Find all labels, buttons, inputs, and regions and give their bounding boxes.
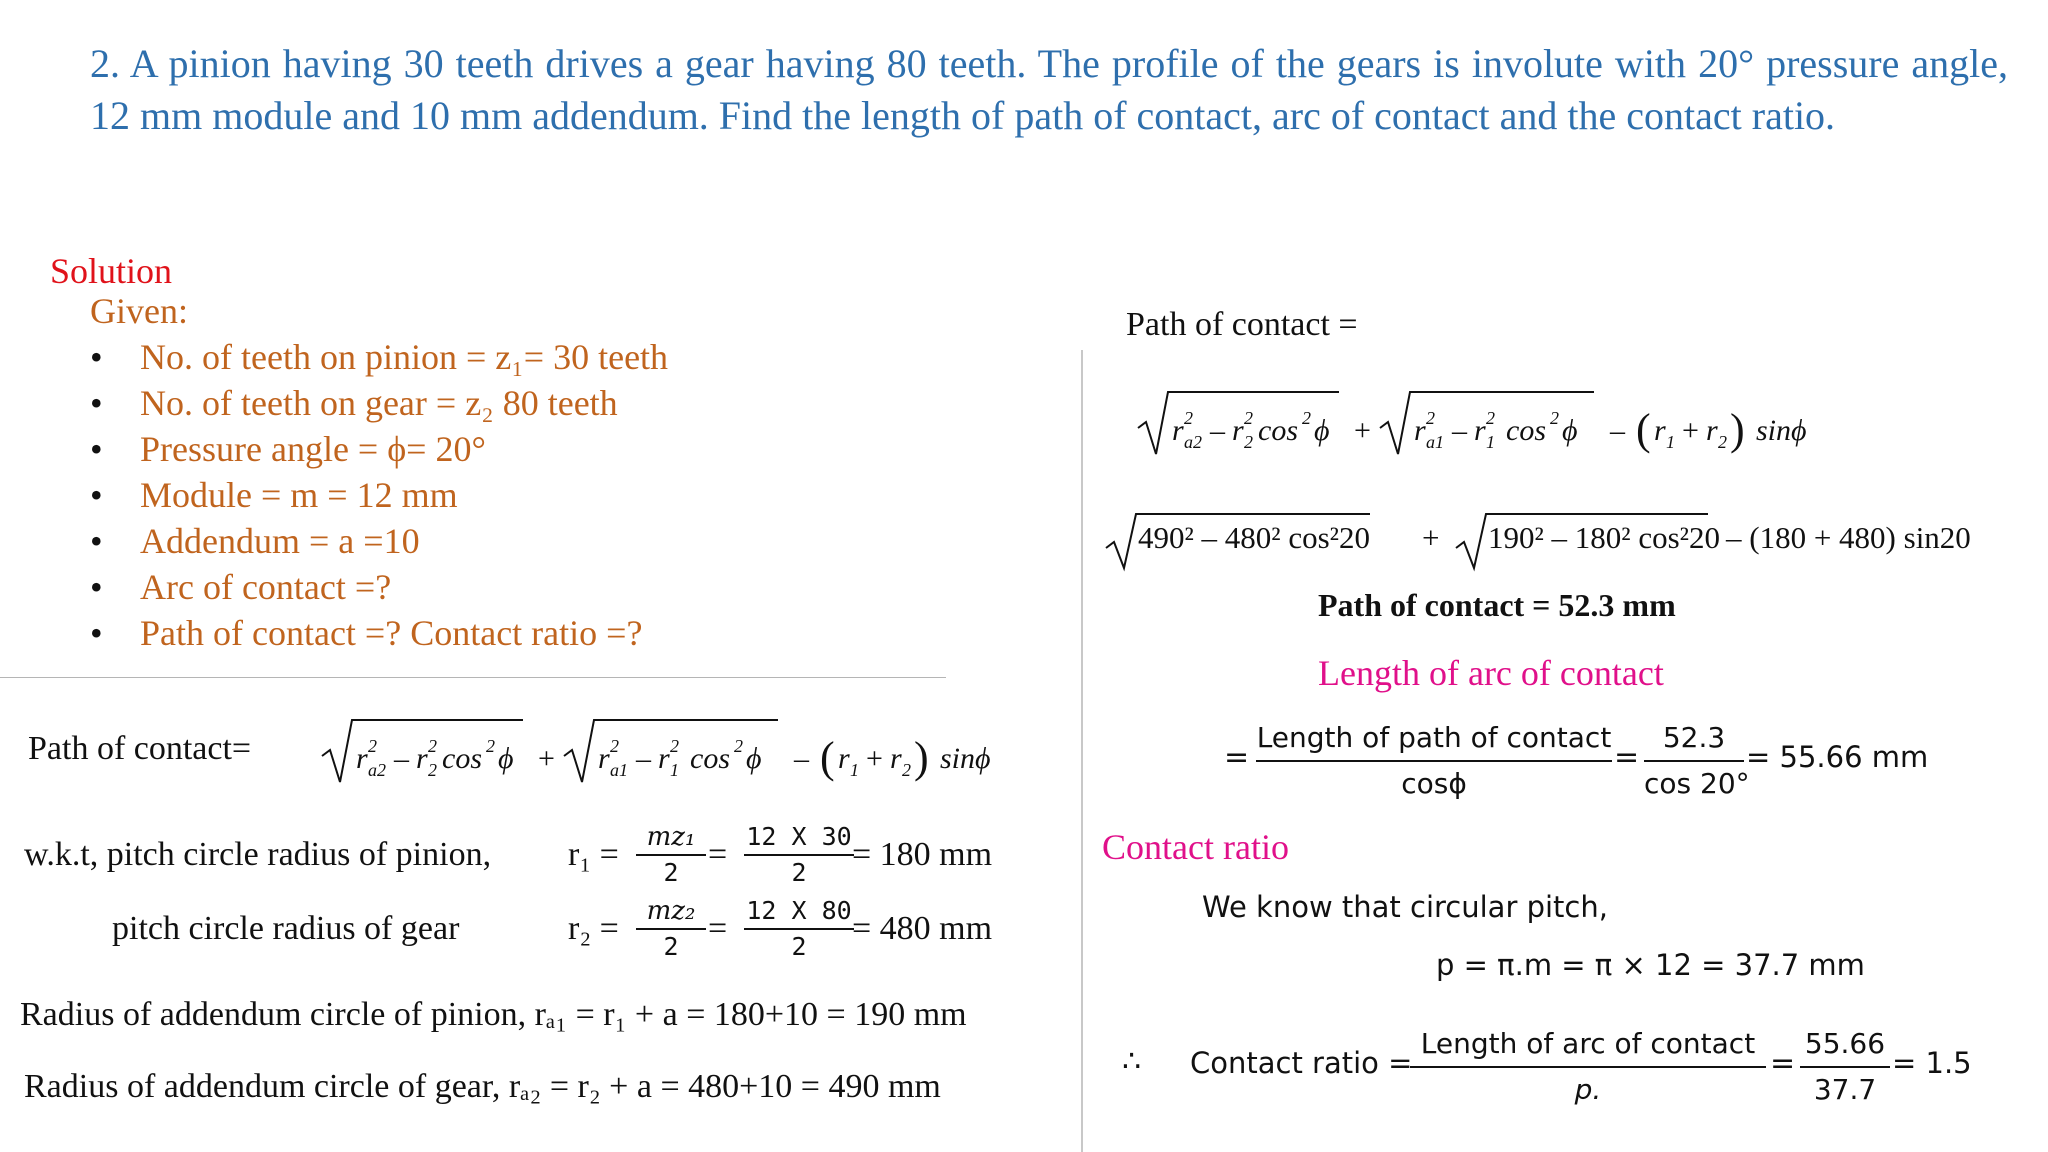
svg-text:cos: cos [1258, 414, 1298, 447]
gear-frac-numeric [744, 894, 854, 964]
equals-sign: = [708, 910, 728, 947]
svg-text:1: 1 [1666, 432, 1675, 452]
gear-radius-result: = 480 mm [852, 910, 993, 947]
svg-text:r: r [1706, 414, 1718, 447]
ratio-frac-1 [1410, 1022, 1766, 1112]
svg-text:(: ( [1636, 405, 1651, 454]
svg-text:2: 2 [428, 760, 437, 780]
svg-text:ϕ: ϕ [746, 742, 762, 775]
svg-text:2: 2 [1550, 408, 1559, 428]
svg-text:2: 2 [1184, 408, 1193, 428]
arc-frac-2 [1644, 716, 1750, 806]
svg-text:sinϕ: sinϕ [1756, 414, 1807, 447]
svg-text:2: 2 [902, 760, 911, 780]
svg-text:r: r [838, 742, 850, 775]
horizontal-divider [0, 677, 946, 678]
gear-frac-symbolic [636, 894, 706, 964]
svg-text:2: 2 [1244, 432, 1253, 452]
pinion-frac-num: mz₁ [636, 820, 706, 856]
plus-sign: + [1422, 520, 1440, 555]
arc-frac2-den: cos 20° [1644, 767, 1750, 800]
svg-text:+: + [538, 742, 555, 775]
svg-text:ϕ: ϕ [1562, 414, 1578, 447]
given-item: • Arc of contact =? [90, 567, 392, 607]
svg-text:ϕ: ϕ [1314, 414, 1330, 447]
svg-text:2: 2 [1302, 408, 1311, 428]
svg-text:r: r [416, 742, 428, 775]
svg-text:1: 1 [850, 760, 859, 780]
svg-text:a2: a2 [1184, 432, 1202, 452]
svg-text:): ) [1730, 405, 1745, 454]
numeric-term2: 190² – 180² cos²20 [1488, 520, 1720, 555]
given-list [90, 334, 668, 656]
svg-text:1: 1 [1486, 432, 1495, 452]
left-path-label: Path of contact= [28, 730, 252, 767]
svg-text:2: 2 [734, 736, 743, 756]
svg-text:): ) [914, 733, 929, 782]
svg-text:2: 2 [486, 736, 495, 756]
ratio-frac-2 [1800, 1022, 1890, 1112]
contact-ratio-heading: Contact ratio [1102, 827, 1289, 867]
circular-pitch-text: We know that circular pitch, [1202, 890, 1608, 924]
svg-text:sinϕ: sinϕ [940, 742, 991, 775]
svg-text:+: + [1354, 414, 1371, 447]
arc-heading: Length of arc of contact [1318, 653, 1664, 693]
arc-result: = 55.66 mm [1746, 740, 1929, 774]
pinion-radius-result: = 180 mm [852, 836, 993, 873]
right-path-formula-symbolic [1134, 384, 1874, 464]
equals-sign: = [1224, 740, 1250, 775]
gear-radius-var: r₂ = [568, 910, 619, 947]
svg-text:(: ( [820, 733, 835, 782]
svg-text:cos: cos [442, 742, 482, 775]
pinion-radius-var: r₁ = [568, 836, 619, 873]
solution-heading: Solution [50, 251, 173, 291]
pitch-formula: p = π.m = π × 12 = 37.7 mm [1436, 948, 1865, 982]
pinion-den: 2 [791, 858, 807, 887]
numeric-term3: – (180 + 480) sin20 [1726, 520, 1971, 555]
pinion-frac-symbolic [636, 820, 706, 890]
svg-text:2: 2 [610, 736, 619, 756]
gear-frac-num: mz₂ [636, 894, 706, 930]
arc-frac-den: cosϕ [1401, 767, 1467, 800]
svg-text:–: – [1610, 414, 1625, 447]
svg-text:ϕ: ϕ [498, 742, 514, 775]
ratio-result: = 1.5 [1892, 1046, 1972, 1080]
gear-den: 2 [791, 932, 807, 961]
given-item: • Addendum = a =10 [90, 521, 420, 561]
equals-sign: = [1614, 740, 1640, 775]
svg-text:–: – [636, 742, 651, 775]
svg-text:2: 2 [670, 736, 679, 756]
svg-text:2: 2 [1486, 408, 1495, 428]
svg-text:r: r [1414, 414, 1426, 447]
svg-text:r: r [1474, 414, 1486, 447]
gear-radius-label: pitch circle radius of gear [112, 910, 460, 947]
svg-text:–: – [1210, 414, 1225, 447]
ratio-frac-den: p. [1574, 1073, 1602, 1106]
svg-text:r: r [1172, 414, 1184, 447]
arc-frac2-num: 52.3 [1644, 716, 1744, 762]
pinion-num: 12 X 30 [744, 820, 854, 856]
right-path-label: Path of contact = [1126, 306, 1358, 343]
svg-text:1: 1 [670, 760, 679, 780]
svg-text:cos: cos [1506, 414, 1546, 447]
addendum-gear: Radius of addendum circle of gear, rₐ₂ = r₂ + a = 480+10 = 490 mm [24, 1068, 941, 1105]
arc-frac-1 [1256, 716, 1612, 806]
ratio-frac2-num: 55.66 [1800, 1022, 1890, 1068]
pinion-frac-den: 2 [663, 858, 679, 887]
pinion-radius-label: w.k.t, pitch circle radius of pinion, [24, 836, 492, 873]
given-item: • No. of teeth on pinion = z₁= 30 teeth [90, 337, 669, 377]
addendum-pinion: Radius of addendum circle of pinion, rₐ₁ = r₁ + a = 180+10 = 190 mm [20, 996, 967, 1033]
ratio-frac2-den: 37.7 [1813, 1073, 1877, 1106]
path-of-contact-result: Path of contact = 52.3 mm [1318, 587, 1676, 623]
equals-sign: = [1770, 1046, 1796, 1081]
arc-frac-num: Length of path of contact [1256, 716, 1612, 762]
svg-text:a1: a1 [1426, 432, 1444, 452]
given-item: • Pressure angle = ϕ= 20° [90, 429, 486, 469]
gear-frac-den: 2 [663, 932, 679, 961]
svg-text:a2: a2 [368, 760, 386, 780]
svg-text:2: 2 [1426, 408, 1435, 428]
given-item: • Module = m = 12 mm [90, 475, 458, 515]
therefore-symbol: ∴ [1122, 1044, 1142, 1079]
svg-text:r: r [1654, 414, 1666, 447]
question-text: 2. A pinion having 30 teeth drives a gear having 80 teeth. The profile of the gears is involute with 20° pressure angle, 12 mm module and 10 mm addendum. Find the length of path of contact, arc of contact and the contact ratio. [90, 41, 2008, 138]
equals-sign: = [708, 836, 728, 873]
path-of-contact-formula [318, 712, 1058, 792]
svg-text:2: 2 [368, 736, 377, 756]
svg-text:2: 2 [1718, 432, 1727, 452]
svg-text:+: + [866, 742, 883, 775]
svg-text:cos: cos [690, 742, 730, 775]
pinion-frac-numeric [744, 820, 854, 890]
svg-text:a1: a1 [610, 760, 628, 780]
given-label: Given: [90, 291, 188, 331]
numeric-term1: 490² – 480² cos²20 [1138, 520, 1370, 555]
svg-text:–: – [1452, 414, 1467, 447]
svg-text:–: – [394, 742, 409, 775]
svg-text:r: r [890, 742, 902, 775]
svg-text:+: + [1682, 414, 1699, 447]
given-item: • Path of contact =? Contact ratio =? [90, 613, 643, 653]
svg-text:r: r [1232, 414, 1244, 447]
svg-text:–: – [794, 742, 809, 775]
svg-text:r: r [598, 742, 610, 775]
ratio-frac-num: Length of arc of contact [1410, 1022, 1766, 1068]
vertical-divider [1081, 350, 1083, 1152]
svg-text:2: 2 [1244, 408, 1253, 428]
svg-text:r: r [658, 742, 670, 775]
contact-ratio-label: Contact ratio = [1190, 1046, 1413, 1080]
given-item: • No. of teeth on gear = z₂ 80 teeth [90, 383, 618, 423]
gear-num: 12 X 80 [744, 894, 854, 930]
svg-text:r: r [356, 742, 368, 775]
svg-text:2: 2 [428, 736, 437, 756]
